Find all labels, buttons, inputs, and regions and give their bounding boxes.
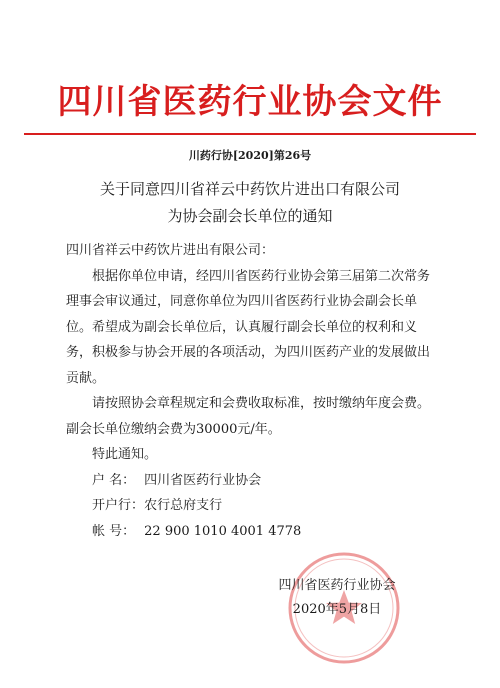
signature-organization: 四川省医药行业协会 [278,578,396,593]
document-body [66,238,434,544]
account-number-row [66,519,434,545]
subject-title [0,176,500,230]
bank-label: 开户行： [92,498,145,513]
header-title: 四川省医药行业协会文件 [57,82,443,122]
body-paragraph-1: 根据你单位申请，经四川省医药行业协会第三届第二次常务理事会审议通过，同意你单位为四川省医药行业协会副会长单位。希望成为副会长单位后，认真履行副会长单位的权利和义务，积极参与协会开展的各项活动，为四川医药产业的发展做出贡献。 [66,268,431,386]
account-number-label: 帐 号： [92,523,136,539]
closing-line: 特此通知。 [92,447,158,462]
account-number-value: 22 900 1010 4001 4778 [144,523,302,539]
header-red-rule [24,133,476,135]
addressee: 四川省祥云中药饮片进出有限公司： [66,243,275,258]
signature-date: 2020年5月8日 [292,602,382,617]
signature-block [262,574,412,622]
account-name-row [66,468,434,494]
subject-line-2: 为协会副会长单位的通知 [167,207,333,225]
account-name-label: 户 名： [92,472,136,488]
bank-value: 农行总府支行 [144,498,223,513]
body-paragraph-2: 请按照协会章程规定和会费收取标准，按时缴纳年度会费。副会长单位缴纳会费为30000元/年。 [66,396,431,437]
subject-line-1: 关于同意四川省祥云中药饮片进出口有限公司 [99,180,400,198]
document-number: 川药行协[2020]第26号 [188,149,312,162]
account-name-value: 四川省医药行业协会 [144,472,262,488]
bank-row [66,493,434,519]
